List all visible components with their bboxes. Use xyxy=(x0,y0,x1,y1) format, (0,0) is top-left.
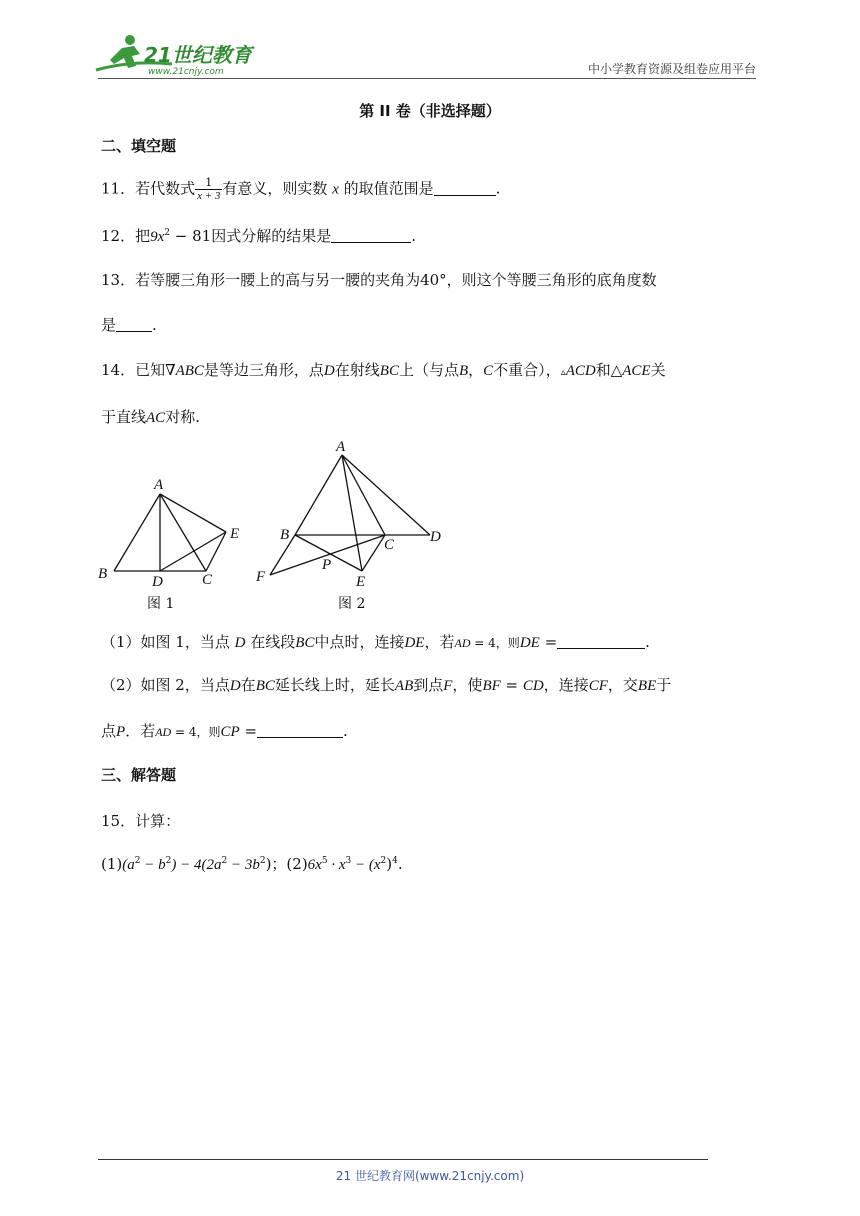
fig1-caption: 图 1 xyxy=(147,596,175,612)
fig2-label-B: B xyxy=(280,527,290,543)
question-14-part2-line1: （2）如图 2，当点D在BC延长线上时，延长AB到点F，使BF = CD，连接CF，交BE于 xyxy=(101,676,672,694)
answer-blank-13[interactable] xyxy=(116,317,152,332)
fig1-label-D: D xyxy=(152,574,163,590)
question-11: 11．若代数式 $\frac{1}{x + 3}$ 有意义，则实数 x 的取值范围是 . xyxy=(101,176,501,202)
answer-blank-14-2[interactable] xyxy=(257,723,343,738)
question-14-part2-line2: 点P．若AD = 4，则CP = . xyxy=(101,722,348,740)
fig2-label-F: F xyxy=(256,569,266,585)
question-12: 12．把$9x^2 - 81$因式分解的结果是 . xyxy=(101,227,416,245)
question-14-line1: 14．已知∇ABC是等边三角形，点D在射线BC上（与点B，C不重合），▵ACD和△ACE关 xyxy=(101,361,666,379)
question-15-title: 15．计算： xyxy=(101,812,181,830)
fig1-label-A: A xyxy=(154,477,164,493)
fig1-label-B: B xyxy=(98,566,108,582)
fig2-label-D: D xyxy=(430,529,441,545)
question-13-line1: 13．若等腰三角形一腰上的高与另一腰的夹角为40°，则这个等腰三角形的底角度数 xyxy=(101,271,657,289)
answer-blank-14-1[interactable] xyxy=(557,634,645,649)
figure-2 xyxy=(250,435,455,615)
question-13-line2: 是 . xyxy=(101,316,157,334)
header-platform-text: 中小学教育资源及组卷应用平台 xyxy=(587,62,756,76)
answer-blank-11[interactable] xyxy=(434,181,496,196)
section-fill-blank: 二、填空题 xyxy=(101,137,177,155)
question-14-part1: （1）如图 1，当点 D 在线段BC中点时，连接DE，若AD = 4，则DE = . xyxy=(101,633,650,651)
fig2-label-E: E xyxy=(356,574,366,590)
fig2-caption: 图 2 xyxy=(338,596,366,612)
fraction: $\frac{1}{x + 3}$ xyxy=(197,176,221,202)
header-divider xyxy=(98,78,756,79)
logo-text: 21世纪教育 xyxy=(144,43,252,67)
footer-link[interactable]: 21 世纪教育网(www.21cnjy.com) xyxy=(335,1169,525,1183)
question-14-line2: 于直线AC对称. xyxy=(101,408,200,426)
answer-blank-12[interactable] xyxy=(331,228,411,243)
section-solutions: 三、解答题 xyxy=(101,766,177,784)
logo-url: www.21cnjy.com xyxy=(148,67,224,77)
footer-divider xyxy=(98,1159,708,1160)
fig1-label-C: C xyxy=(202,572,213,588)
fig2-label-C: C xyxy=(384,537,395,553)
question-15-parts: $(1)(a^2 - b^2) - 4(2a^2 - 3b^2)$；$(2)6x^5 \cdot x^3 - (x^2)^4$. xyxy=(101,855,403,873)
fig1-label-E: E xyxy=(230,526,240,542)
figure-1 xyxy=(92,470,262,615)
page-title: 第 II 卷（非选择题） xyxy=(359,102,501,120)
site-logo xyxy=(92,30,262,80)
fig2-label-A: A xyxy=(336,439,346,455)
fig2-label-P: P xyxy=(322,557,332,573)
